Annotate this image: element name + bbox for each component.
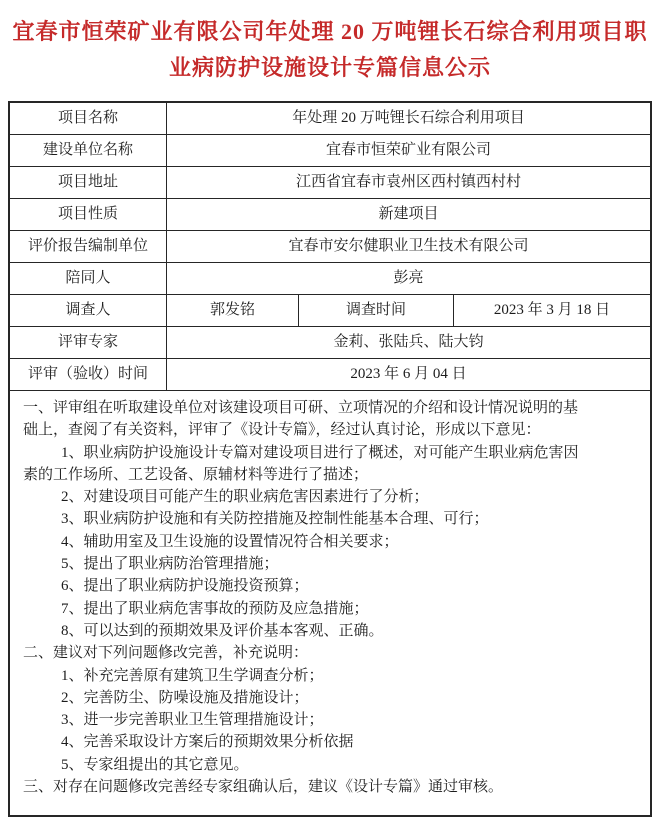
review-opinion-text (10, 391, 650, 815)
document-title (10, 14, 650, 86)
table-row-accompanying-person (10, 263, 650, 295)
table-row-investigator (10, 295, 650, 327)
row-value: 彭亮 (393, 270, 424, 286)
row-value: 江西省宜春市袁州区西村镇西村村 (295, 174, 521, 190)
opinion-line: 5、提出了职业病防治管理措施； (61, 556, 279, 573)
opinion-line: 5、专家组提出的其它意见。 (61, 756, 249, 773)
row-label: 项目名称 (10, 103, 167, 134)
row-value-investigator: 郭发铭 (167, 295, 299, 326)
table-row-review-date (10, 359, 650, 391)
row-value-survey-date: 2023 年 3 月 18 日 (493, 302, 611, 318)
row-value: 宜春市恒荣矿业有限公司 (325, 142, 491, 158)
opinion-line: 二、建议对下列问题修改完善，补充说明： (23, 645, 309, 662)
row-value: 年处理 20 万吨锂长石综合利用项目 (292, 110, 525, 126)
opinion-line: 7、提出了职业病危害事故的预防及应急措施； (61, 600, 369, 617)
opinion-line: 3、进一步完善职业卫生管理措施设计； (61, 712, 324, 729)
title-line-2: 业病防护设施设计专篇信息公示 (168, 55, 491, 80)
row-label-survey-time: 调查时间 (299, 295, 454, 326)
row-label: 调查人 (10, 295, 167, 326)
opinion-line: 2、对建设项目可能产生的职业病危害因素进行了分析； (61, 489, 429, 506)
opinion-line: 8、可以达到的预期效果及评价基本客观、正确。 (61, 622, 384, 639)
row-value: 金莉、张陆兵、陆大钧 (333, 334, 484, 350)
table-row-project-name (10, 103, 650, 135)
table-row-review-experts (10, 327, 650, 359)
row-label: 建设单位名称 (10, 135, 167, 166)
row-label: 项目性质 (10, 199, 167, 230)
row-value: 2023 年 6 月 04 日 (350, 366, 467, 382)
opinion-line: 素的工作场所、工艺设备、原辅材料等进行了描述； (23, 466, 369, 483)
row-label: 评审专家 (10, 327, 167, 358)
opinion-line: 三、对存在问题修改完善经专家组确认后，建议《设计专篇》通过审核。 (23, 779, 504, 796)
table-row-report-agency (10, 231, 650, 263)
info-table (8, 101, 652, 817)
opinion-line: 4、辅助用室及卫生设施的设置情况符合相关要求； (61, 533, 399, 550)
row-value: 新建项目 (378, 206, 439, 222)
row-label: 评价报告编制单位 (10, 231, 167, 262)
opinion-line: 1、职业病防护设施设计专篇对建设项目进行了概述，对可能产生职业病危害因 (61, 444, 579, 461)
row-label: 陪同人 (10, 263, 167, 294)
table-row-construction-unit (10, 135, 650, 167)
opinion-line: 6、提出了职业病防护设施投资预算； (61, 578, 309, 595)
opinion-line: 3、职业病防护设施和有关防控措施及控制性能基本合理、可行； (61, 511, 489, 528)
row-label: 项目地址 (10, 167, 167, 198)
opinion-line: 4、完善采取设计方案后的预期效果分析依据 (61, 734, 354, 751)
opinion-line: 2、完善防尘、防噪设施及措施设计； (61, 689, 309, 706)
table-row-project-address (10, 167, 650, 199)
table-row-project-nature (10, 199, 650, 231)
opinion-line: 础上，查阅了有关资料，评审了《设计专篇》，经过认真讨论，形成以下意见： (23, 422, 541, 439)
opinion-line: 一、评审组在听取建设单位对该建设项目可研、立项情况的介绍和设计情况说明的基 (23, 400, 579, 416)
title-line-1: 宜春市恒荣矿业有限公司年处理 20 万吨锂长石综合利用项目职 (12, 19, 648, 44)
row-value: 宜春市安尔健职业卫生技术有限公司 (288, 238, 529, 254)
row-label: 评审（验收）时间 (10, 359, 167, 390)
opinion-line: 1、补充完善原有建筑卫生学调查分析； (61, 667, 324, 684)
